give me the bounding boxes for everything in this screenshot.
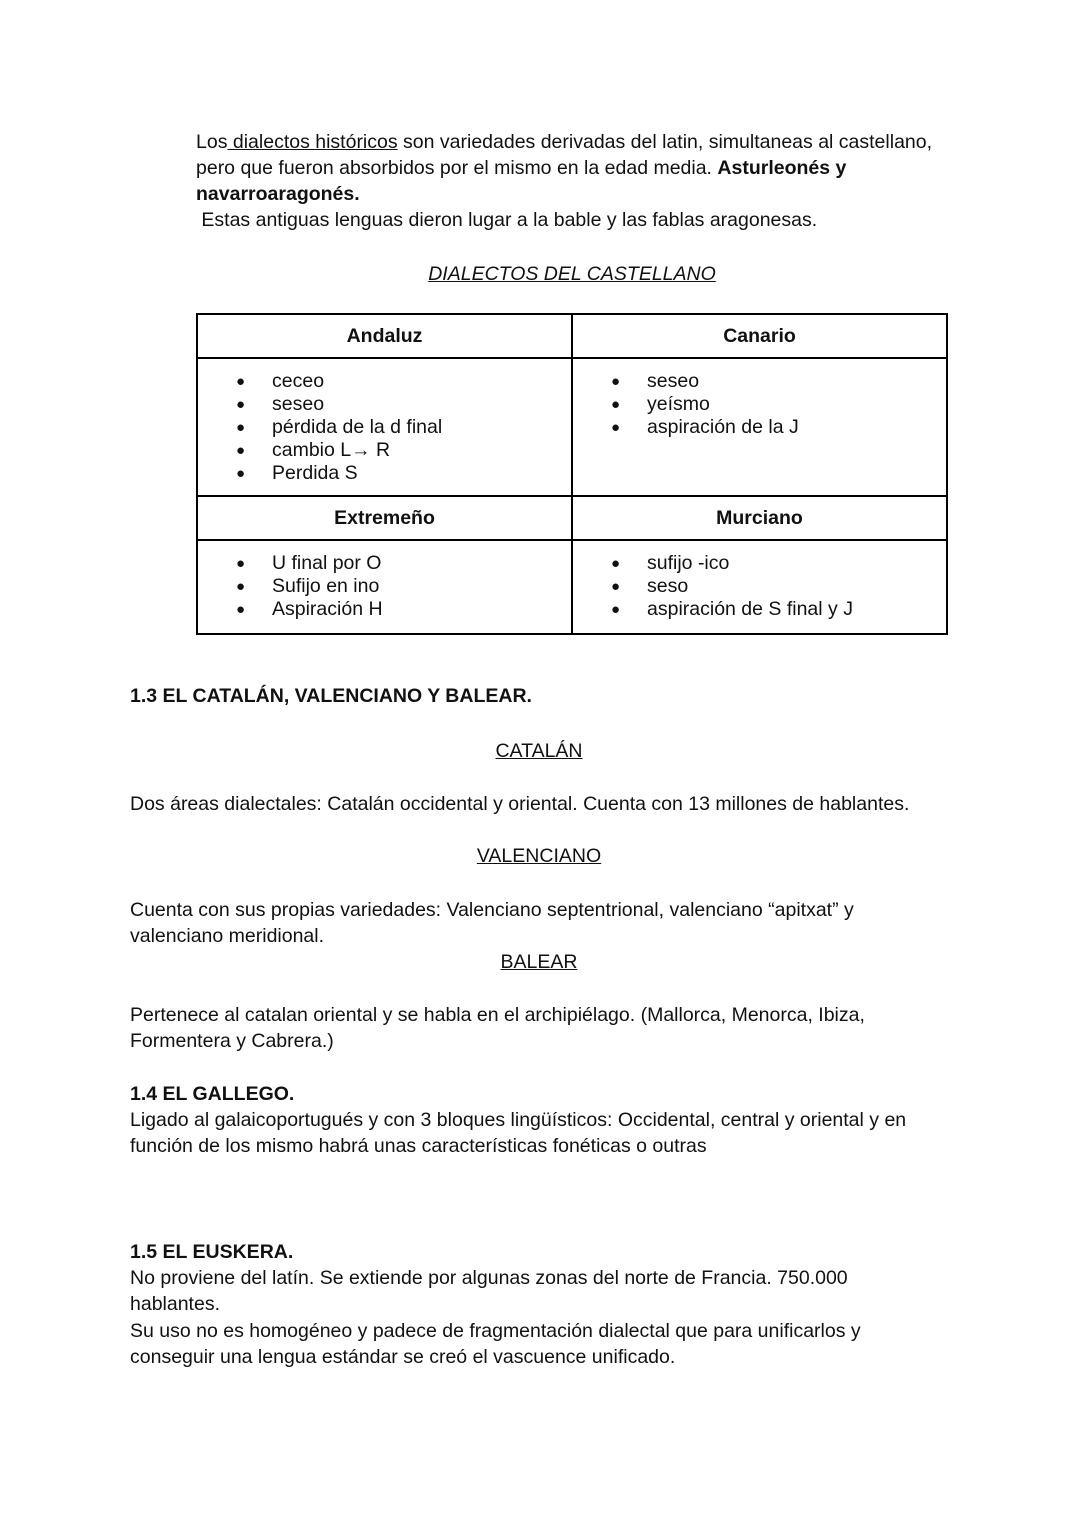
list-item: ● seseo (611, 370, 946, 393)
valenciano-text: Cuenta con sus propias variedades: Valenciano septentrional, valenciano “apitxat” y valenciano meridional. (130, 899, 854, 947)
list-item: ● seseo (236, 393, 571, 416)
table-header-row (197, 496, 947, 540)
table-body-row (197, 540, 947, 634)
dialects-table (196, 313, 948, 635)
balear-title: BALEAR (500, 951, 578, 973)
intro-line2: Estas antiguas lenguas dieron lugar a la bable y las fablas aragonesas. (196, 209, 818, 231)
intro-bold-dialects: Asturleonés y navarroaragonés. (196, 157, 847, 205)
intro-part2: son variedades derivadas del latin, simultaneas al castellano, pero que fueron absorbidos por el mismo en la edad media. (196, 131, 933, 179)
intro-paragraph (196, 129, 956, 233)
header-murciano: Murciano (572, 496, 947, 540)
euskera-text-1: No proviene del latín. Se extiende por algunas zonas del norte de Francia. 750.000 hablantes. (130, 1267, 848, 1315)
intro-underlined-term: dialectos históricos (227, 131, 398, 153)
list-item: ● aspiración de la J (611, 416, 946, 439)
list-item: ● sufijo -ico (611, 552, 946, 575)
cell-andaluz (197, 358, 572, 496)
intro-text (196, 129, 956, 207)
list-item: ● pérdida de la d final (236, 416, 571, 439)
balear-text: Pertenece al catalan oriental y se habla en el archipiélago. (Mallorca, Menorca, Ibiza, Formentera y Cabrera.) (130, 1004, 865, 1052)
list-andaluz (198, 359, 571, 495)
intro-part1: Los (196, 131, 228, 153)
table-title: DIALECTOS DEL CASTELLANO (428, 263, 716, 285)
cell-extremeno (197, 540, 572, 634)
list-item: ● Perdida S (236, 462, 571, 485)
list-item: ● U final por O (236, 552, 571, 575)
section-heading-1-5: 1.5 EL EUSKERA. (130, 1241, 294, 1263)
list-item: ● aspiración de S final y J (611, 598, 946, 621)
list-item: ● ceceo (236, 370, 571, 393)
gallego-text: Ligado al galaicoportugués y con 3 bloques lingüísticos: Occidental, central y oriental y en función de los mismo habrá unas características fonéticas o outras (130, 1109, 907, 1157)
list-extremeno (198, 541, 571, 631)
list-item: ● Aspiración H (236, 598, 571, 621)
valenciano-title: VALENCIANO (476, 845, 602, 867)
list-item: ● cambio L→ R (236, 439, 571, 462)
euskera-text-2: Su uso no es homogéneo y padece de fragmentación dialectal que para unificarlos y conseguir una lengua estándar se creó el vascuence unificado. (130, 1320, 861, 1368)
section-heading-1-4: 1.4 EL GALLEGO. (130, 1083, 295, 1105)
cell-canario (572, 358, 947, 496)
table-header-row (197, 314, 947, 358)
list-item: ● yeísmo (611, 393, 946, 416)
header-canario: Canario (572, 314, 947, 358)
header-andaluz: Andaluz (197, 314, 572, 358)
list-item: ● Sufijo en ino (236, 575, 571, 598)
section-heading-1-3: 1.3 EL CATALÁN, VALENCIANO Y BALEAR. (130, 685, 532, 707)
list-canario (573, 359, 946, 449)
catalan-text: Dos áreas dialectales: Catalán occidental y oriental. Cuenta con 13 millones de hablantes. (130, 793, 910, 815)
header-extremeno: Extremeño (197, 496, 572, 540)
list-item: ● seso (611, 575, 946, 598)
list-murciano (573, 541, 946, 631)
cell-murciano (572, 540, 947, 634)
table-body-row (197, 358, 947, 496)
catalan-title: CATALÁN (495, 740, 583, 762)
